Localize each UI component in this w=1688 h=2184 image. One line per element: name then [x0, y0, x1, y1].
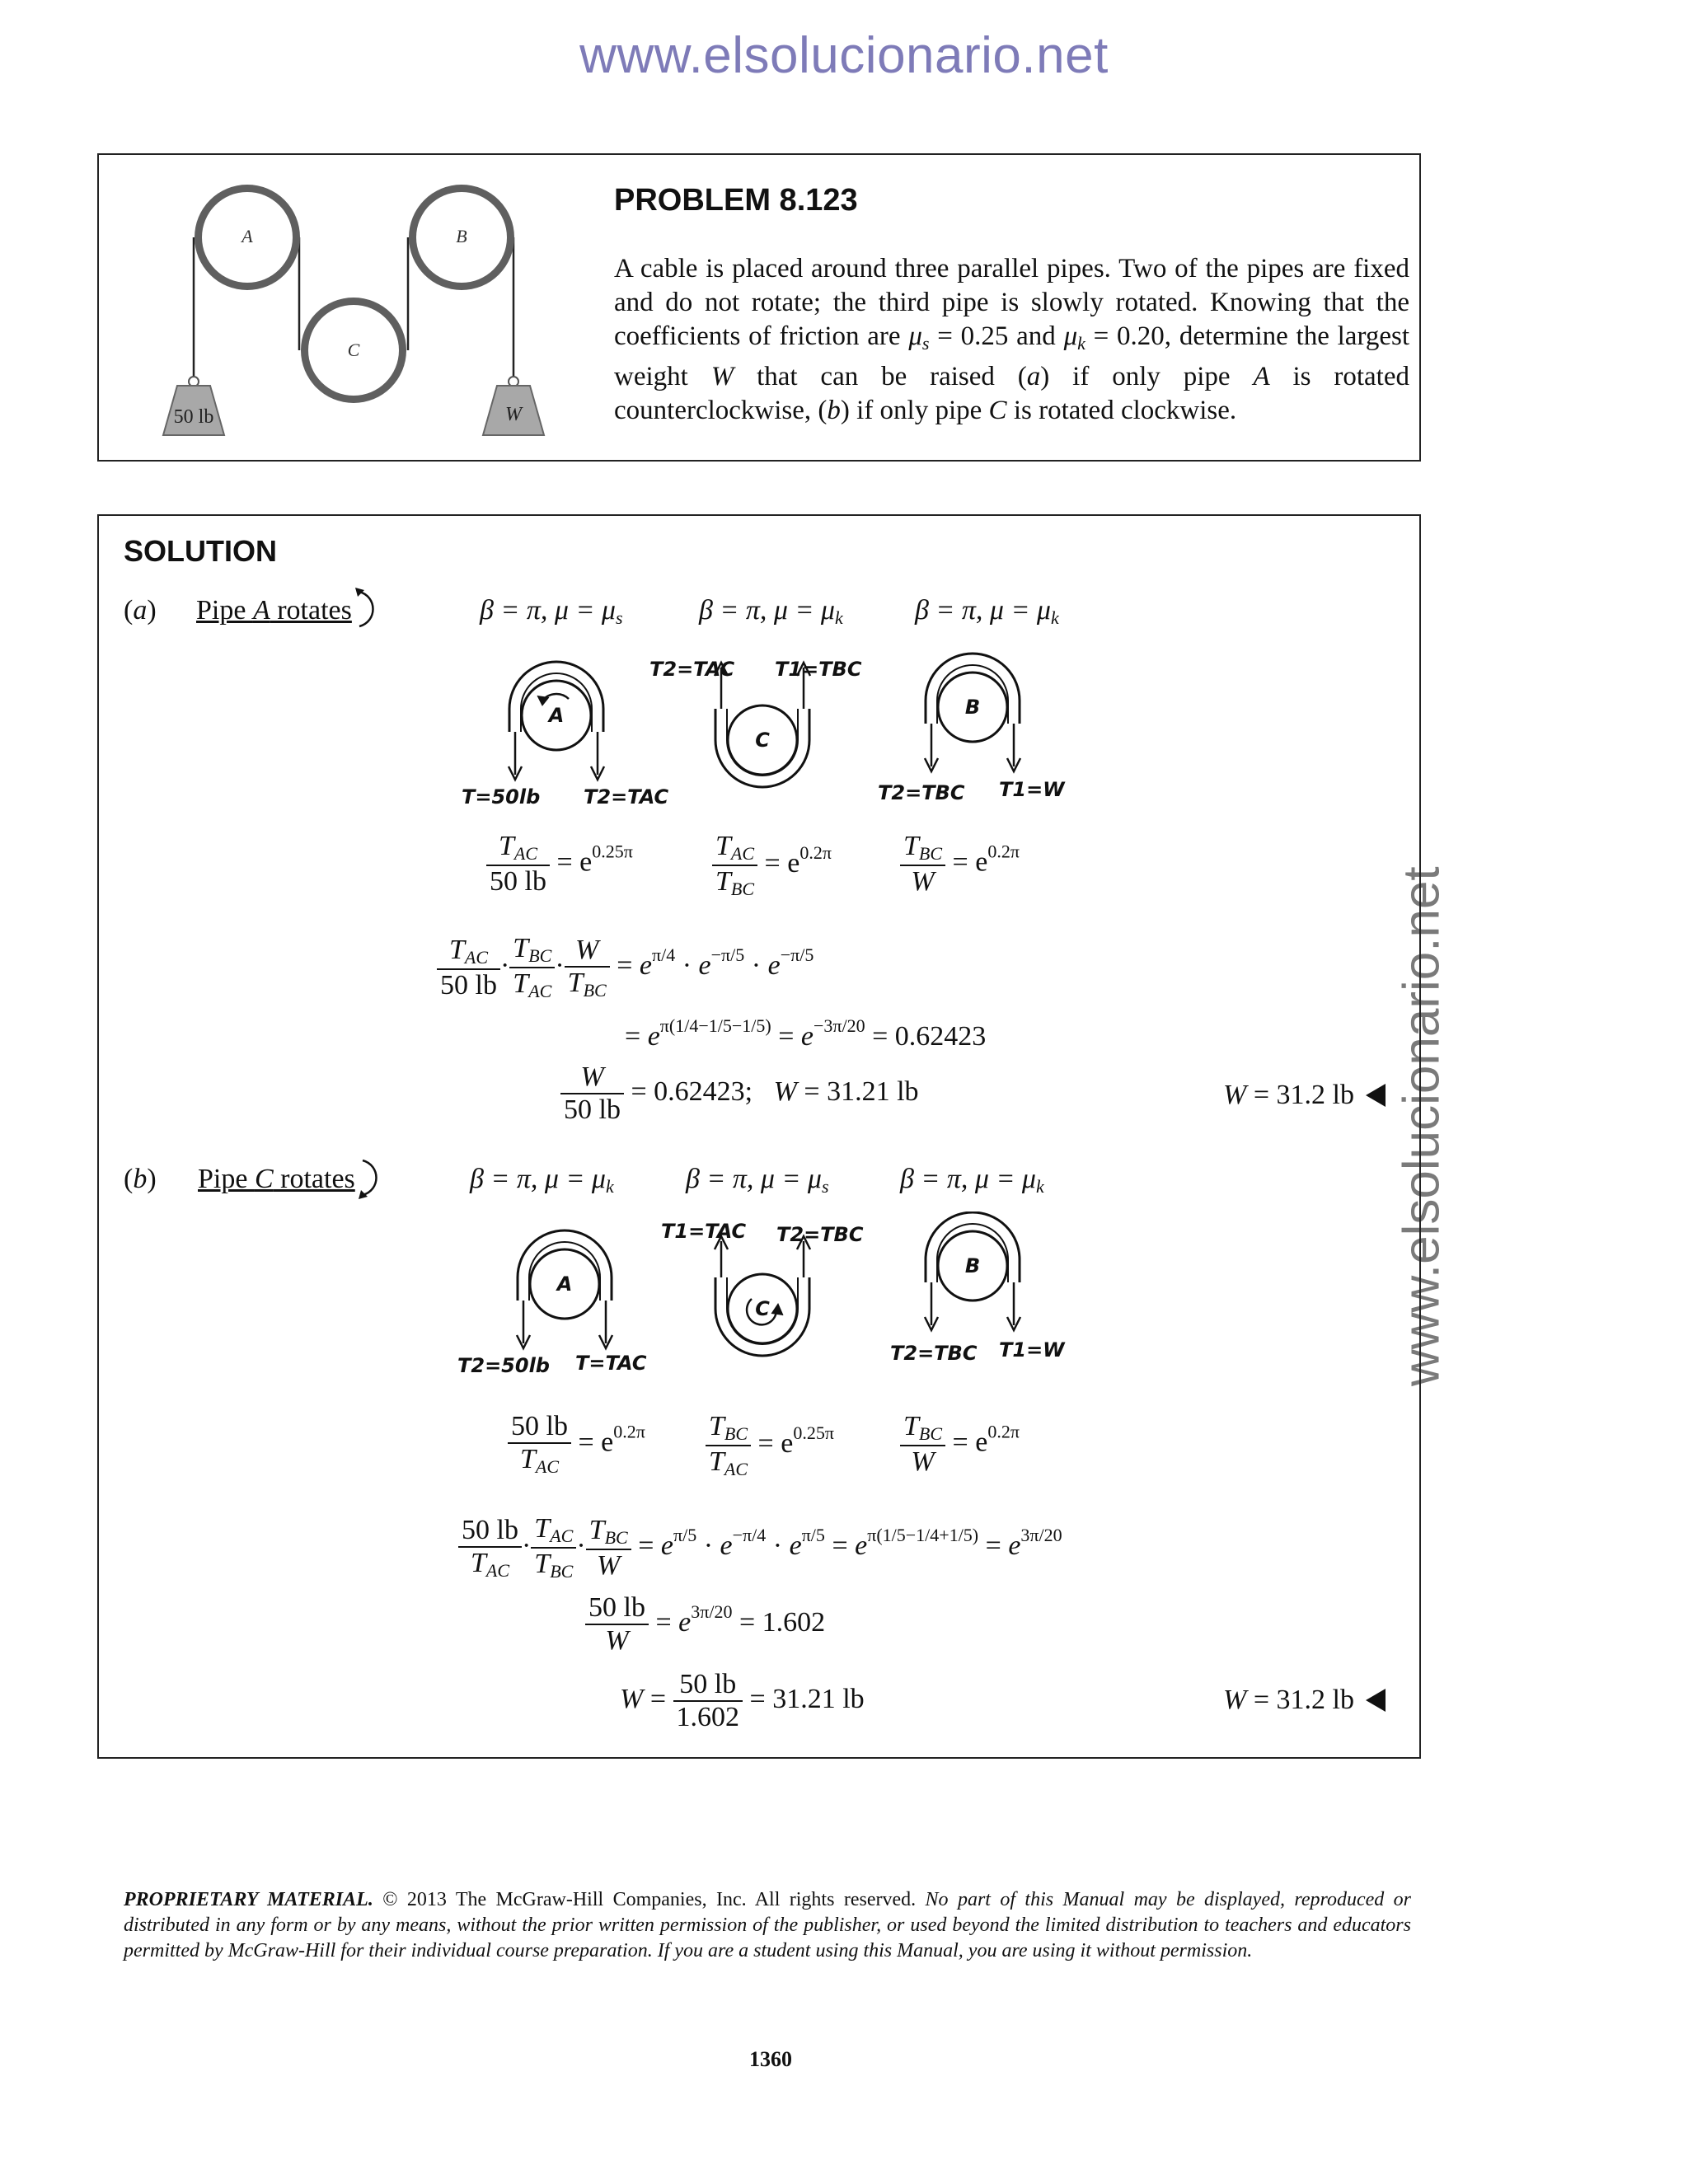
- answer-marker-icon: [1366, 1084, 1386, 1107]
- part-a-condition-3: β = π, $\mu = \mu_k$: [915, 595, 1059, 628]
- part-a-condition-1: β = π, $\mu = \mu_s$: [480, 595, 623, 628]
- part-b-result: W = $\frac{50 lb}{1.602}$ = 31.21 lb: [620, 1669, 865, 1732]
- part-b-sketches: [445, 1212, 1088, 1385]
- sketch-a-right-label: T2=TAC: [584, 785, 669, 808]
- solution-title: SOLUTION: [124, 534, 277, 568]
- part-a-simplify: = $e^{\pi(1/4-1/5-1/5)} = e^{-3\pi/20} = 0.62423$: [625, 1015, 987, 1052]
- sketch-a-center: A: [548, 704, 565, 727]
- sketch-b-center: B: [964, 696, 981, 719]
- sketch-b-a-center: A: [556, 1272, 573, 1296]
- part-b-heading: Pipe C rotates: [198, 1164, 355, 1194]
- part-b-ratio: $\frac{50 lb}{W}$ = $e^{3\pi/20} = 1.602$: [585, 1592, 825, 1657]
- part-a-heading: Pipe A rotates: [196, 595, 352, 626]
- part-b-condition-2: β = π, $\mu = \mu_s$: [686, 1164, 829, 1197]
- part-b-eq1: $\frac{50 lb}{T_{AC}}$ = $e^{0.2\pi}$: [508, 1411, 645, 1478]
- sketch-b-c-left-label: T1=TAC: [661, 1220, 747, 1243]
- footer-notice: PROPRIETARY MATERIAL. © 2013 The McGraw-Hill Companies, Inc. All rights reserved. No part of this Manual may be displayed, reproduced or distributed in any form or by any means, without the prior written permission of the publisher, or used beyond the limited distribution to teachers and educators permitted by McGraw-Hill for their individual course preparation. If you are a student using this Manual, you are using it without permission.: [124, 1889, 1411, 1961]
- weight-50lb-label: 50 lb: [173, 406, 214, 428]
- watermark-top[interactable]: www.elsolucionario.net: [579, 27, 1109, 84]
- sketch-c-right-label: T1=TBC: [775, 658, 862, 681]
- sketch-b-a-right-label: T=TAC: [575, 1352, 647, 1375]
- sketch-c-center: C: [755, 729, 770, 752]
- part-a-sketches: [445, 643, 1088, 816]
- pipe-a-label: A: [241, 226, 253, 246]
- part-a-eq1: $\frac{T_{AC}}{50 lb}$ = $e^{0.25\pi}$: [486, 831, 633, 898]
- sketch-b-right-label: T1=W: [999, 778, 1065, 801]
- part-b-label: (b): [124, 1164, 157, 1194]
- part-a-result: $\frac{W}{50 lb}$ = 0.62423; W = 31.21 lb: [560, 1062, 919, 1126]
- answer-marker-icon: [1366, 1689, 1386, 1712]
- sketch-a-left-label: T=50lb: [462, 785, 541, 808]
- sketch-b-a-left-label: T2=50lb: [457, 1354, 550, 1377]
- problem-statement: A cable is placed around three parallel pipes. Two of the pipes are fixed and do not rotate; the third pipe is slowly rotated. Knowing that the coefficients of friction are $\mu_s = 0.25$ and $\mu_k = 0.20$, determine the largest weight W that can be raised (a) if only pipe A is rotated counterclockwise, (b) if only pipe C is rotated clockwise.: [614, 254, 1409, 425]
- part-a-label: (a): [124, 595, 157, 626]
- part-a-answer: W = 31.2 lb: [1223, 1080, 1386, 1111]
- part-b-eq2: $\frac{T_{BC}}{T_{AC}}$ = $e^{0.25\pi}$: [706, 1411, 834, 1480]
- sketch-pipe-c-b: [715, 1236, 810, 1356]
- problem-figure: [140, 173, 569, 445]
- sketch-b-b-left-label: T2=TBC: [890, 1342, 978, 1365]
- page-number: 1360: [749, 2047, 792, 2071]
- sketch-c-left-label: T2=TAC: [649, 658, 735, 681]
- weight-w-label: W: [505, 404, 522, 425]
- ccw-rotation-icon: [353, 587, 381, 631]
- sketch-pipe-c: [715, 663, 810, 787]
- part-a-eq2: $\frac{T_{AC}}{T_{BC}}$ = $e^{0.2\pi}$: [712, 831, 832, 900]
- part-a-product: $\frac{T_{AC}}{50 lb}$ · $\frac{T_{BC}}{T_{AC}}$ · $\frac{W}{T_{BC}}$ = $e^{\pi/4} \cdot e^{-\pi/5} \cdot e^{-\pi/5}$: [437, 933, 814, 1002]
- part-b-answer: W = 31.2 lb: [1223, 1685, 1386, 1716]
- part-b-product: $\frac{50 lb}{T_{AC}}$ · $\frac{T_{AC}}{T_{BC}}$ · $\frac{T_{BC}}{W}$ = $e^{\pi/5} \cdot e^{-\pi/4} \cdot e^{\pi/5} = e^{\pi(1/5-1/4+1/5)} = e^{3\pi/20}$: [458, 1513, 1062, 1582]
- part-a-eq3: $\frac{T_{BC}}{W}$ = $e^{0.2\pi}$: [900, 831, 1020, 898]
- sketch-b-left-label: T2=TBC: [878, 781, 965, 804]
- part-b-condition-1: β = π, $\mu = \mu_k$: [470, 1164, 614, 1197]
- problem-title: PROBLEM 8.123: [614, 183, 858, 218]
- pipe-b-label: B: [456, 226, 467, 246]
- sketch-b-c-center: C: [755, 1297, 770, 1320]
- sketch-b-c-right-label: T2=TBC: [776, 1223, 864, 1246]
- part-b-condition-3: β = π, $\mu = \mu_k$: [900, 1164, 1044, 1197]
- part-a-condition-2: β = π, $\mu = \mu_k$: [699, 595, 843, 628]
- part-b-eq3: $\frac{T_{BC}}{W}$ = $e^{0.2\pi}$: [900, 1411, 1020, 1478]
- sketch-b-b-center: B: [964, 1254, 981, 1277]
- cw-rotation-icon: [356, 1155, 384, 1200]
- pipe-c-label: C: [347, 340, 360, 360]
- sketch-b-b-right-label: T1=W: [999, 1338, 1065, 1361]
- watermark-side: www.elsolucionario.net: [1393, 866, 1451, 1386]
